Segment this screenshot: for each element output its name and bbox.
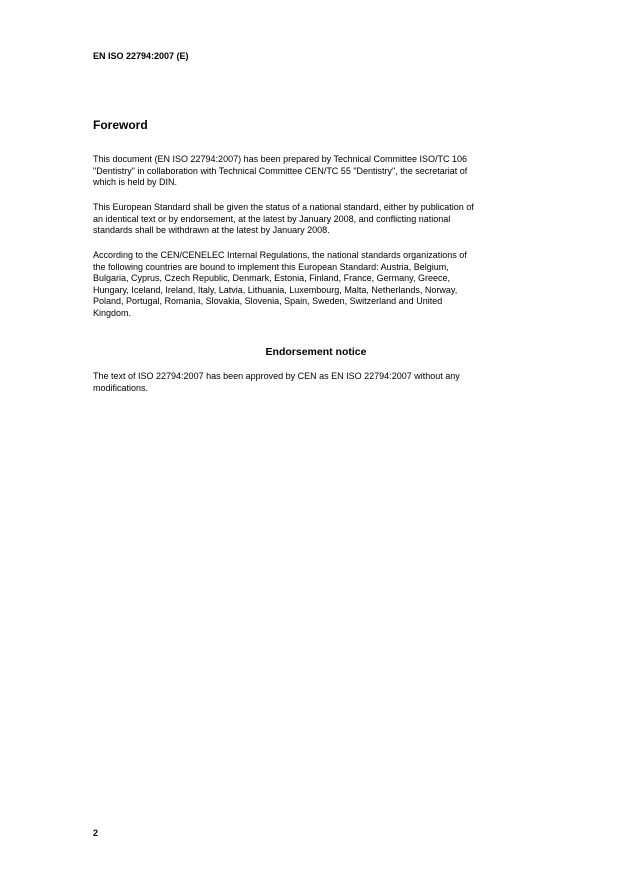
page-number: 2: [93, 828, 99, 838]
paragraph-line: Kingdom.: [93, 307, 132, 318]
paragraph-line: This European Standard shall be given the status of a national standard, either by publication of: [93, 202, 474, 212]
paragraph-line: "Dentistry" in collaboration with Technical Committee CEN/TC 55 "Dentistry", the secretariat of: [93, 165, 468, 176]
foreword-paragraph-1: [93, 154, 543, 189]
paragraph-line: This document (EN ISO 22794:2007) has been prepared by Technical Committee ISO/TC 106: [93, 154, 468, 164]
paragraph-line: the following countries are bound to implement this European Standard: Austria, Belgium,: [93, 261, 449, 272]
paragraph-line: Hungary, Iceland, Ireland, Italy, Latvia, Lithuania, Luxembourg, Malta, Netherlands, Norway,: [93, 284, 458, 295]
document-code-header: EN ISO 22794:2007 (E): [93, 51, 189, 61]
paragraph-line: Bulgaria, Cyprus, Czech Republic, Denmark, Estonia, Finland, France, Germany, Greece,: [93, 273, 450, 284]
foreword-paragraph-2: [93, 202, 543, 237]
paragraph-line: which is held by DIN.: [93, 177, 178, 188]
paragraph-line: standards shall be withdrawn at the latest by January 2008.: [93, 225, 330, 236]
paragraph-line: The text of ISO 22794:2007 has been approved by CEN as EN ISO 22794:2007 without any: [93, 371, 460, 381]
endorsement-notice-heading: Endorsement notice: [265, 346, 367, 358]
paragraph-line: an identical text or by endorsement, at the latest by January 2008, and conflicting national: [93, 213, 451, 224]
endorsement-paragraph: [93, 371, 543, 394]
foreword-heading: Foreword: [93, 118, 148, 132]
paragraph-line: Poland, Portugal, Romania, Slovakia, Slovenia, Spain, Sweden, Switzerland and United: [93, 296, 443, 307]
paragraph-line: According to the CEN/CENELEC Internal Regulations, the national standards organizations of: [93, 250, 467, 260]
paragraph-line: modifications.: [93, 382, 149, 393]
foreword-paragraph-3: [93, 250, 543, 320]
